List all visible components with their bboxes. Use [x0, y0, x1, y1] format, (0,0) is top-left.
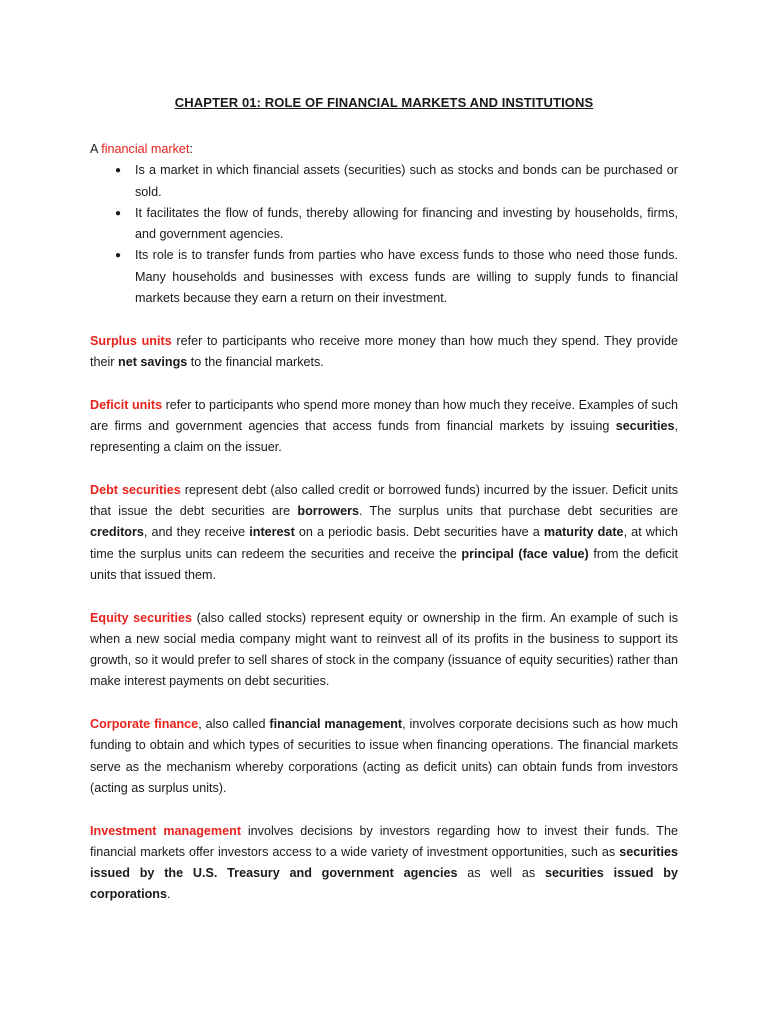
intro-suffix: :: [189, 142, 193, 156]
corporate-finance-paragraph: [90, 714, 678, 799]
bullet-icon: ●: [115, 250, 122, 262]
paragraph-text: (also called stocks) represent equity or ownership in the firm. An example of such is when a new social media company might want to reinvest all of its profits in the business to support its growth, so it would prefer to sell shares of stock in the company (issuance of equity securities) rather than make interest payments on debt securities.: [90, 610, 679, 689]
paragraph-text: involves decisions by investors regarding how to invest their funds. The financial markets offer investors access to a wide variety of investment opportunities, such as: [90, 823, 678, 859]
bold-term: financial management: [269, 717, 403, 732]
bold-term: principal (face value): [461, 546, 589, 561]
paragraph-text: , involves corporate decisions such as how much funding to obtain and which types of securities to issue when financing operations. The financial markets serve as the mechanism whereby corporations (acting as deficit units) can obtain funds from investors (acting as surplus units).: [90, 717, 678, 795]
paragraph-text: to the financial markets.: [187, 354, 324, 369]
equity-securities-term: Equity securities: [90, 610, 192, 625]
bold-term: securities: [615, 418, 675, 433]
bullet-item: [90, 160, 678, 203]
paragraph-text: .: [166, 887, 171, 902]
paragraph-text: refer to participants who receive more money than how much they spend. They provide their: [90, 333, 679, 369]
surplus-units-term: Surplus units: [90, 333, 172, 348]
bold-term: securities issued by corporations: [90, 866, 678, 902]
chapter-title: CHAPTER 01: ROLE OF FINANCIAL MARKETS AND INSTITUTIONS: [174, 95, 594, 110]
paragraph-text: , and they receive: [143, 525, 250, 540]
bold-term: borrowers: [297, 504, 359, 519]
investment-management-paragraph: [90, 821, 678, 906]
bold-term: interest: [249, 525, 295, 540]
paragraph-text: on a periodic basis. Debt securities have a: [294, 525, 544, 540]
surplus-units-paragraph: [90, 331, 678, 374]
equity-securities-paragraph: [90, 608, 678, 693]
financial-market-intro: [90, 139, 678, 160]
bullet-icon: ●: [115, 165, 122, 177]
paragraph-text: from the deficit units that issued them.: [90, 546, 679, 582]
bullet-text: It facilitates the flow of funds, thereby allowing for financing and investing by households, firms, and government agencies.: [135, 205, 678, 242]
paragraph-text: represent debt (also called credit or borrowed funds) incurred by the issuer. Deficit units that issue the debt securities are: [90, 482, 678, 519]
document-body: [90, 139, 678, 927]
paragraph-text: , representing a claim on the issuer.: [90, 418, 678, 455]
bold-term: net savings: [118, 354, 188, 369]
bullet-icon: ●: [115, 207, 122, 219]
corporate-finance-term: Corporate finance: [90, 717, 199, 732]
paragraph-text: . The surplus units that purchase debt securities are: [359, 504, 678, 519]
deficit-units-paragraph: [90, 395, 678, 459]
debt-securities-term: Debt securities: [90, 482, 181, 497]
bullet-item: [90, 245, 678, 309]
bullet-text: Its role is to transfer funds from parties who have excess funds to those who need those funds. Many households and businesses with excess funds are willing to supply funds to financial markets because they earn a return on their investment.: [135, 248, 678, 306]
paragraph-text: refer to participants who spend more money than how much they receive. Examples of such are firms and government agencies that access funds from financial markets by issuing: [90, 397, 678, 433]
paragraph-text: as well as: [457, 866, 545, 881]
bullet-text: Is a market in which financial assets (securities) such as stocks and bonds can be purchased or sold.: [135, 163, 678, 199]
deficit-units-term: Deficit units: [90, 397, 163, 412]
intro-prefix: A: [90, 142, 102, 156]
investment-management-term: Investment management: [90, 823, 242, 838]
bold-term: securities issued by the U.S. Treasury and government agencies: [90, 844, 678, 881]
bullet-item: [90, 203, 678, 246]
paragraph-text: , also called: [198, 717, 270, 732]
debt-securities-paragraph: [90, 480, 678, 586]
paragraph-text: , at which time the surplus units can redeem the securities and receive the: [90, 525, 678, 561]
bold-term: maturity date: [543, 525, 624, 540]
financial-market-term: financial market: [101, 142, 190, 156]
bold-term: creditors: [90, 525, 144, 540]
financial-market-bullets: [90, 160, 678, 309]
